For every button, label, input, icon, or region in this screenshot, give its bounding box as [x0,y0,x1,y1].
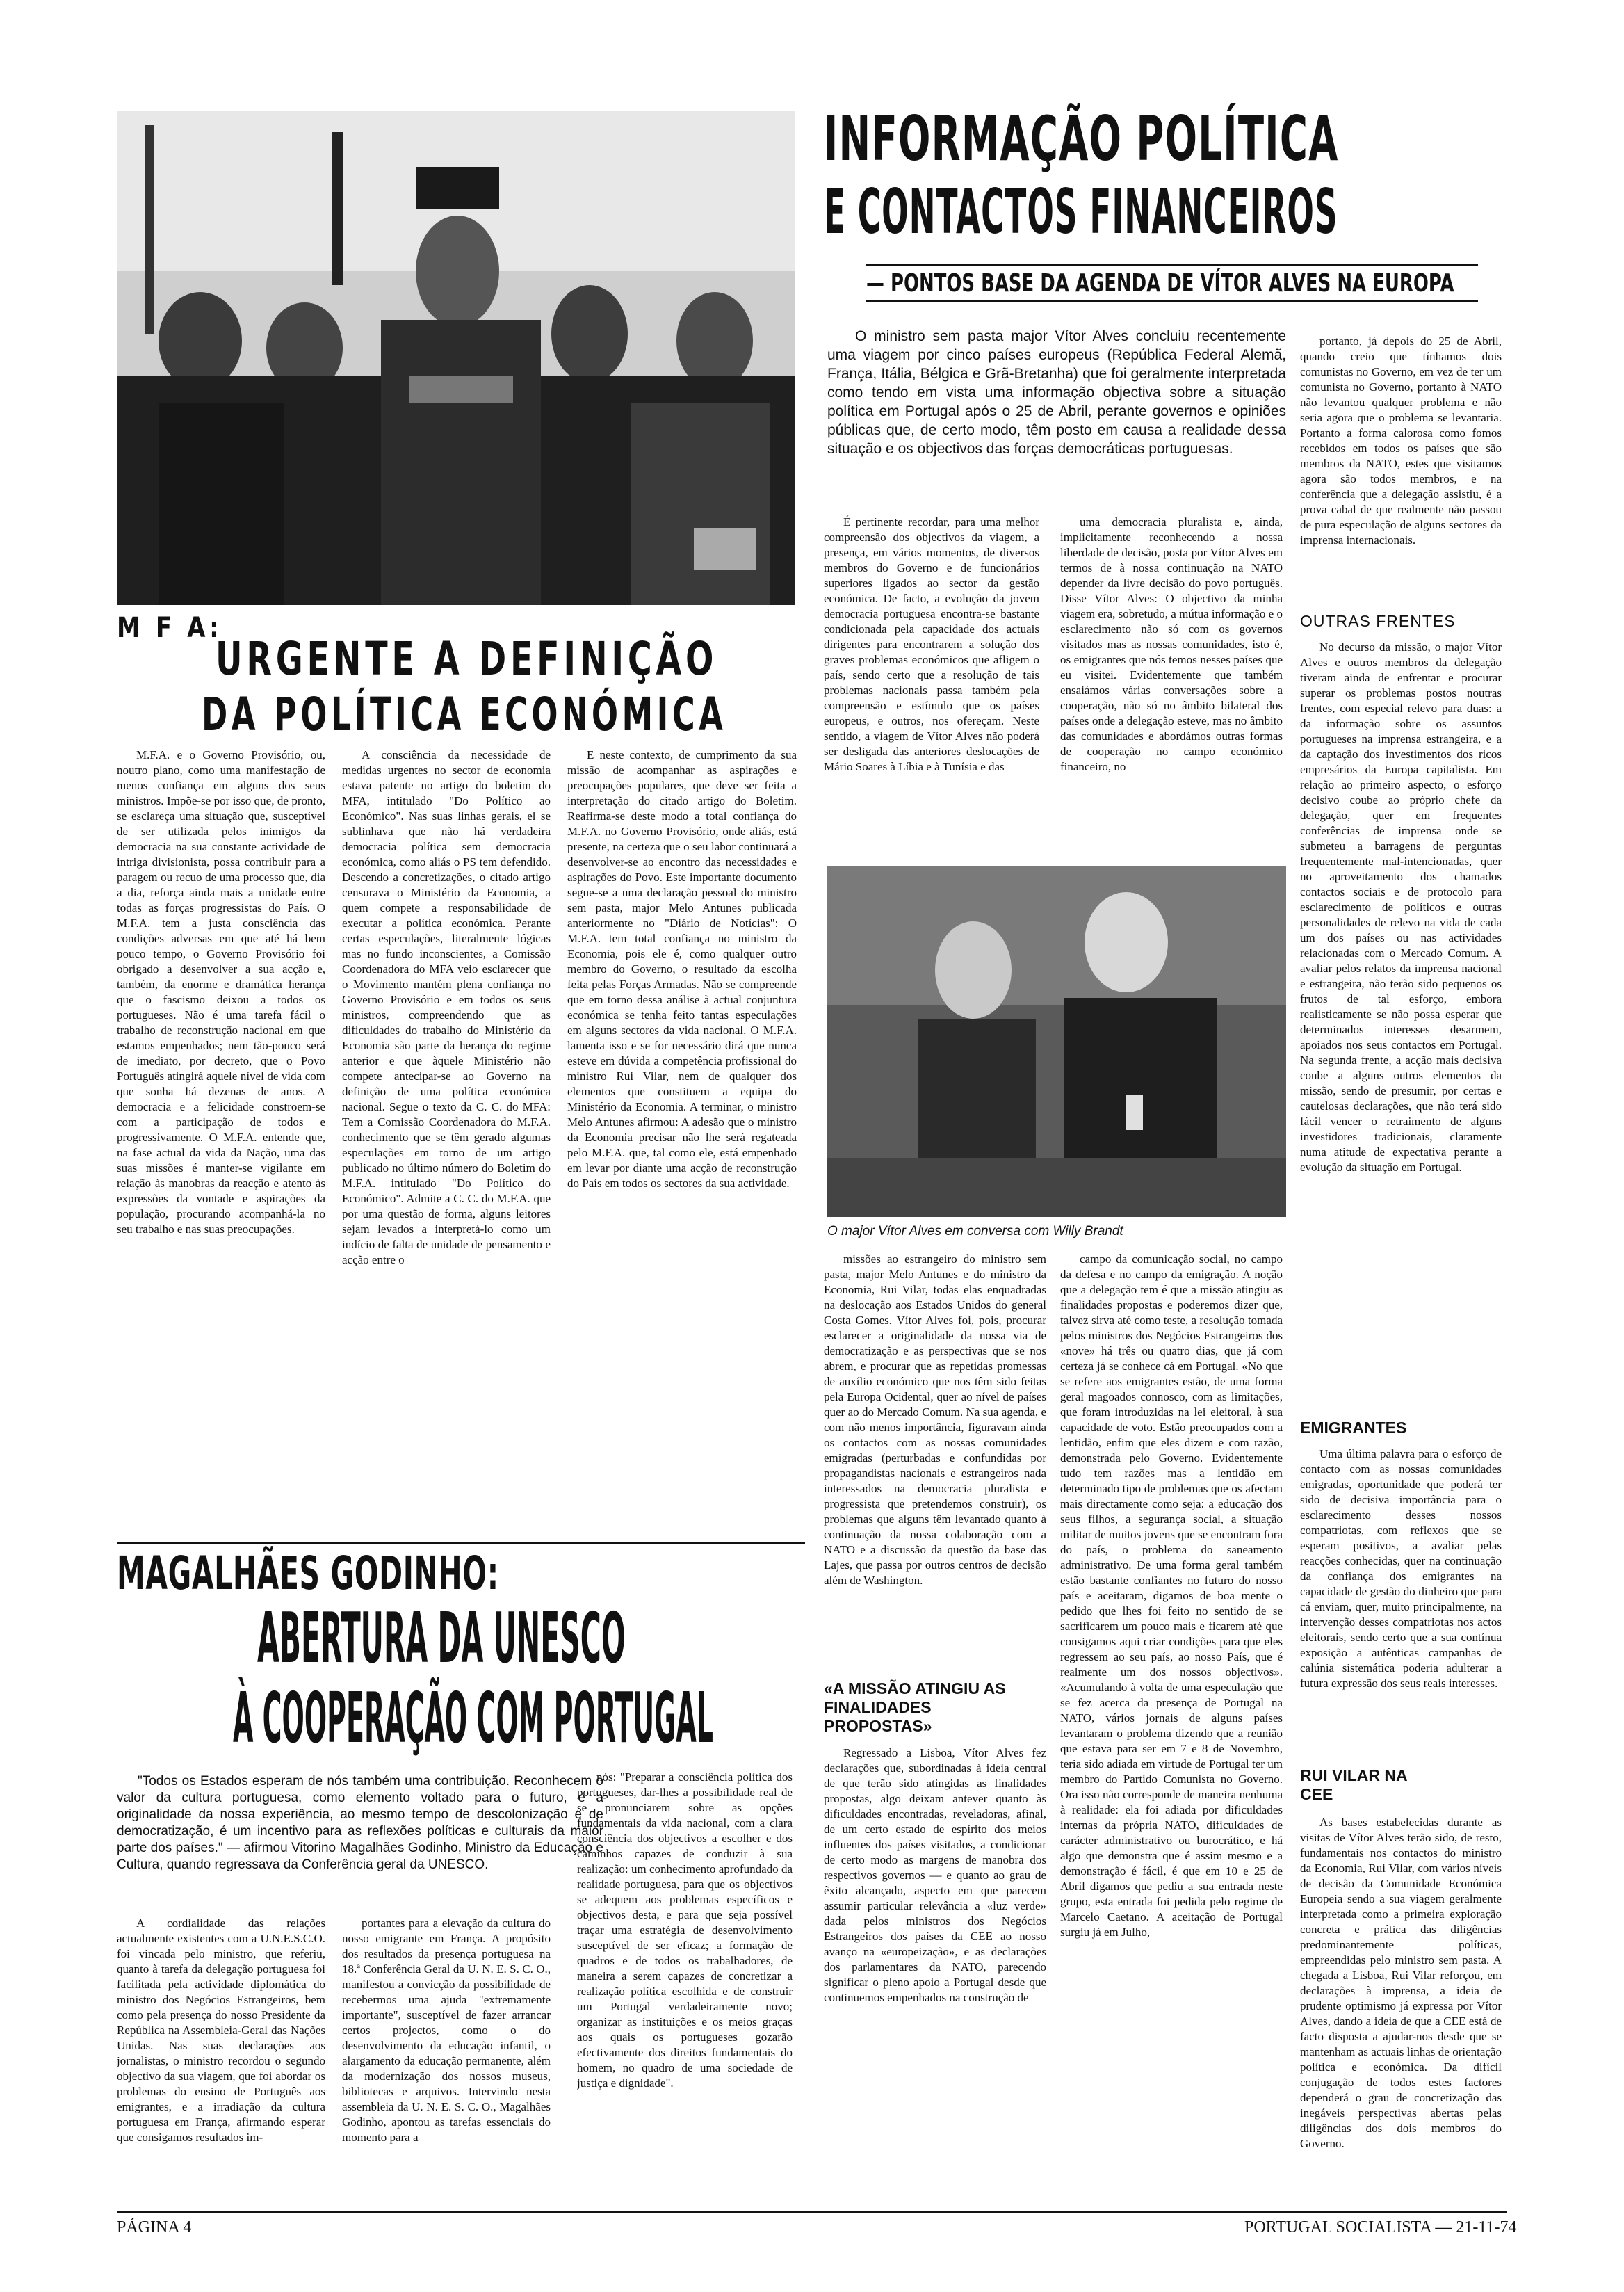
mfa-title-line2: DA POLÍTICA ECONÓMICA [202,688,727,741]
mfa-column-3 [567,748,797,1540]
column-a-text: É pertinente recordar, para uma melhor compreensão dos objectivos da viagem, a presença, em vários momentos, de diversos membros do Governo e de funcionários superiores ligados ao sector da gestão económica. De facto, a evolução da jovem democracia portuguesa encontra-se bastante condicionada pela capacidade dos actuais dirigentes para encontrarem a solução dos graves problemas económicos que afligem o país, sendo certo que a resolução de tais problemas nacionais passa também pela compreensão e estímulo que os países europeus, e outros, nos ofereçam. Neste sentido, a viagem de Vítor Alves não poderá ser desligada das anteriores deslocações de Mário Soares à Líbia e à Tunísia e das [824,515,1039,773]
photo-caption: O major Vítor Alves em conversa com Willy Brandt [827,1224,1123,1238]
godinho-column-1 [117,1916,325,2201]
photo-soldiers [117,111,795,605]
godinho-title-line2: À COOPERAÇÃO COM PORTUGAL [233,1677,713,1759]
mfa-column-2 [342,748,551,1540]
godinho-column-1-text: A cordialidade das relações actualmente existentes com a U.N.E.S.C.O. foi vincada pelo ministro, que referiu, quanto à tarefa da delegação portuguesa foi facilitada pela actividade diplomática do ministro dos Negócios Estrangeiros, bem como pela presença do nosso Presidente da República na Assembleia-Geral das Nações Unidas. Nas suas declarações aos jornalistas, o ministro recordou o segundo objectivo da sua viagem, que foi abordar os problemas do ensino de Português aos emigrantes, e a irradiação da cultura portuguesa em França, afirmando esperar que consigamos resultados im- [117,1916,325,2144]
godinho-column-2 [342,1916,551,2201]
emigrantes-text: Uma última palavra para o esforço de contacto com as nossas comunidades emigradas, oportunidade que poderá ter sido de decisiva importância para o esclarecimento desses nossos compatriotas, com reflexos que se esperam positivos, a avaliar pelas reacções conhecidas, quer na continuação da confiança dos emigrantes na capacidade de gestão do dinheiro que para cá enviam, quer, muito principalmente, na intervenção desses compatriotas nos actos eleitorais, sendo certo que a sua contínua exposição a autênticas campanhas de calúnia sistemática poderia adulterar a futura expressão dos seus reais interesses. [1300,1447,1502,1690]
footer-rule [117,2211,1507,2213]
rui-vilar-text: As bases estabelecidas durante as visitas de Vítor Alves terão sido, de resto, fundamentais nos contactos do ministro da Economia, Rui Vilar, com vários níveis de decisão da Comunidade Económica Europeia sendo a sua viagem geralmente interpretada como a primeira exploração concreta e prática das diligências predominantemente políticas, empreendidas pelo ministro sem pasta. A chegada a Lisboa, Rui Vilar reforçou, em declarações à imprensa, a ideia de prudente optimismo já expressa por Vítor Alves, dando a ideia de que a CEE está de facto disposta a ajudar-nos desde que se mantenham as actuais linhas de orientação política e económica. Da difícil conjugação de todos estes factores dependerá o grau de concretização das inegáveis perspectivas abertas pelas diligências dos dois membros do Governo. [1300,1816,1502,2150]
main-subtitle: — PONTOS BASE DA AGENDA DE VÍTOR ALVES NA EUROPA [866,269,1454,298]
article-column-e [1060,1252,1283,2204]
godinho-kicker: MAGALHÃES GODINHO: [117,1547,499,1600]
subhead-missao: «A MISSÃO ATINGIU AS FINALIDADES PROPOSTAS» [824,1679,1006,1735]
article-column-b [1060,515,1283,862]
footer-paper-name: PORTUGAL SOCIALISTA — 21-11-74 [1244,2218,1517,2236]
godinho-lead-text: "Todos os Estados esperam de nós também uma contribuição. Reconhecem o valor da cultura portuguesa, como elemento voltado para o futuro, e a originalidade da nossa experiência, ao mesmo tempo de descolonização e de democratização, é um incentivo para as reflexões políticas e culturais da maior parte dos países." — afirmou Vitorino Magalhães Godinho, Ministro da Educação e Cultura, quando regressava da Conferência geral da UNESCO. [117,1774,603,1872]
subhead-outras-frentes: OUTRAS FRENTES [1300,612,1456,630]
mfa-column-3-text: E neste contexto, de cumprimento da sua missão de acompanhar as aspirações e preocupações populares, que deve ser feita a interpretação do citado artigo do Boletim. Reafirma-se deste modo a total confiança do M.F.A. no Governo Provisório, onde aliás, está presente, na certeza que o seu labor continuará a desenvolver-se ao encontro das necessidades e aspirações do Povo. Este importante documento segue-se a uma declaração pessoal do ministro sem pasta, major Melo Antunes publicada anteriormente no "Diário de Notícias": O M.F.A. tem total confiança no ministro da Economia, pois ele é, como qualquer outro membro do Governo, o resultado da escolha feita pelas Forças Armadas. Não se compreende que em torno dessa análise à actual conjuntura económica se tenha feito tantas especulações em alguns sectores da vida nacional. O M.F.A. lamenta isso e se for necessário dirá que nunca esteve em dúvida a competência profissional do ministro Rui Vilar, nem de qualquer dos elementos que constituem a equipa do Ministério da Economia. A terminar, o ministro Melo Antunes afirmou: A adesão que o ministro da Economia precisar não lhe será regateada pelo M.F.A. que, tal como ele, está empenhado em levar por diante uma acção de reconstrução do País em todos os sectores da sua actividade. [567,748,797,1190]
godinho-title-line1: ABERTURA DA UNESCO [257,1597,626,1679]
subtitle-rule [866,300,1478,302]
article-rui-vilar [1300,1815,1502,2204]
godinho-column-2-text: portantes para a elevação da cultura do nosso emigrante em França. A propósito dos resultados da presença portuguesa na 18.ª Conferência Geral da U. N. E. S. C. O., manifestou a convicção da possibilidade de recebermos uma ajuda "extremamente importante", susceptível de fazer arrancar certos projectos, como o do desenvolvimento da educação infantil, o alargamento da educação permanente, além da modernização dos nossos museus, bibliotecas e arquivos. Intervindo nesta assembleia da U. N. E. S. C. O., Magalhães Godinho, apontou as tarefas essenciais do momento para a [342,1916,551,2144]
mfa-column-2-text: A consciência da necessidade de medidas urgentes no sector de economia estava patente no artigo do boletim do MFA, intitulado "Do Político ao Económico". Nas suas linhas gerais, el se sublinhava que não há verdadeira democracia política sem democracia económica, como aliás o PS tem defendido. Descendo a concretizações, o citado artigo censurava o Ministério da Economia, a quem compete a responsabilidade de executar a política económica. Perante certas especulações, literalmente lógicas mas no fundo inconscientes, a Comissão Coordenadora do MFA veio esclarecer que o Movimento mantém plena confiança no Governo Provisório e em todos os seus ministros, compreendendo que as dificuldades do trabalho do Ministério da Economia são parte da herança do regime anterior e que àquele Ministério não compete antecipar-se ao Governo na definição de uma política económica nacional. Segue o texto da C. C. do MFA: Tem a Comissão Coordenadora do M.F.A. conhecimento que se têm gerado algumas especulações em torno de um artigo publicado no último número do Boletim do M.F.A. intitulado "Do Político do Económico". Admite a C. C. do M.F.A. que por uma questão de forma, alguns leitores sejam levados a interpretá-lo como um indício de falta de unidade de pensamento e acção entre o [342,748,551,1266]
footer-page-number: PÁGINA 4 [117,2218,192,2236]
article-outras-frentes [1300,640,1502,1405]
article-missao [824,1745,1046,2204]
column-c-text: portanto, já depois do 25 de Abril, quando creio que tínhamos dois comunistas no Governo, em vez de ter um comunista no Governo, portanto à NATO não levantou qualquer problema e não seria agora que o problema se levantaria. Portanto a forma calorosa como fomos recebidos em todos os países que são membros da NATO, estes que visitamos agora são todos membros, e na conferência que a delegação assistiu, é a prova cabal de que realmente não passou de pura especulação de alguns sectores da imprensa internacionais. [1300,334,1502,547]
column-e-text: campo da comunicação social, no campo da defesa e no campo da emigração. A noção que a delegação tem é que a missão atingiu as finalidades propostas e poderemos dizer que, talvez sirva até como teste, a resolução tomada pelos ministros dos Negócios Estrangeiros dos «nove» há três ou quatro dias, que já com certeza já se conhece cá em Portugal. «No que se refere aos emigrantes estão, de uma forma geral magoados connosco, com as limitações, que foram introduzidas na lei eleitoral, à sua capacidade de voto. Estão preocupados com a lentidão, enfim que eles dizem e com razão, demonstrada pelo Governo. Evidentemente tudo tem razões mas a lentidão em determinado tipo de problemas que os afectam mais directamente como seja: a educação dos seus filhos, a segurança social, a situação militar de muitos jovens que se encontram fora do país, o problema do saneamento administrativo. De uma forma geral também estão bastante confiantes no futuro do nosso país e aceitaram, digamos de boa mente o pedido que lhes foi feito no sentido de se sacrificarem um pouco mais e ficarem até que consigamos aqui criar condições para que eles regressem ao seu país, ao nosso País, que é realmente um dos nossos objectivos». «Acumulando à volta de uma especulação que se fez acerca da presença de Portugal na NATO, vários jornais de alguns países levantaram o problema dizendo que a reunião que estava para ser em 7 e 8 de Novembro, teria sido adiada em virtude de Portugal ter um membro do Partido Comunista no Governo. Ora isso não corresponde de maneira nenhuma à realidade: ela foi adiada por dificuldades internas da própria NATO, dificuldades de carácter administrativo ou burocrático, e há algo que demonstra que é assim mesmo e a demonstração é fácil, é que em 10 e 25 de Abril digamos que pediu a sua entrada neste grupo, esta entrada foi pedida pelo regime de Marcelo Caetano. A aceitação de Portugal surgiu já em Julho, [1060,1252,1283,1939]
article-column-c [1300,334,1502,612]
column-d-text: missões ao estrangeiro do ministro sem pasta, major Melo Antunes e do ministro da Economia, Rui Vilar, todas elas enquadradas na deslocação aos Estados Unidos do general Costa Gomes. Vítor Alves foi, pois, procurar esclarecer a originalidade da nossa via de democratização e as perspectivas que se nos abrem, e procurar que as repetidas promessas de auxílio económico que nos têm sido feitas pela Europa Ocidental, quer ao nível de países quer ao do Mercado Comum. Na sua agenda, e com não menos importância, figuravam ainda os contactos com as nossas comunidades emigradas (perturbadas e confundidas por propagandistas nacionais e estrangeiros nada interessados na democracia pluralista e progressista que pretendemos construir), os problemas que alguns têm levantado quanto à continuação da nossa colaboração com a NATO e a discussão da questão da base das Lajes, que passa por outros centros de decisão além de Washington. [824,1252,1046,1587]
photo-alves-brandt [827,866,1286,1217]
column-b-text: uma democracia pluralista e, ainda, implicitamente reconhecendo a nossa liberdade de decisão, posta por Vítor Alves em termos de à nossa continuação na NATO depender da livre decisão do povo português. Disse Vítor Alves: O objectivo da minha viagem era, sobretudo, a mútua informação e o esclarecimento não só com os governos visitados mas as nossas comunidades, isto é, os emigrantes que nós temos nesses países que eu visitei. Evidentemente que também ensaiámos várias conversações sobre a cooperação, não só no âmbito bilateral dos países onde a delegação esteve, mas no âmbito das comunidades e abordámos outras formas de cooperação no campo económico financeiro, no [1060,515,1283,773]
subhead-emigrantes: EMIGRANTES [1300,1419,1407,1437]
godinho-column-3-text: nós: "Preparar a consciência política dos portugueses, dar-lhes a possibilidade real de se pronunciarem sobre as opções fundamentais da vida nacional, com a clara consciência dos objectivos a escolher e dos caminhos capazes de conduzir à sua realização: um conhecimento aprofundado da realidade portuguesa, para que os objectivos se adequem aos problemas específicos e objectivos desta, e para que seja possível traçar uma estratégia de desenvolvimento susceptível de ser eficaz; a formação de quadros e de todos os trabalhadores, de maneira a serem capazes de concretizar a realização política escolhida e de construir um Portugal verdadeiramente novo; organizar as instituições e os meios graças aos quais os portugueses gozarão efectivamente dos direitos fundamentais do homem, no quadro de uma sociedade de justiça e dignidade". [577,1770,793,2090]
godinho-column-3 [577,1770,793,2201]
main-headline-line2: E CONTACTOS FINANCEIROS [824,176,1338,248]
article-column-a [824,515,1039,862]
mfa-column-1-text: M.F.A. e o Governo Provisório, ou, noutro plano, como uma manifestação de menos confiança em alguns dos seus ministros. Impõe-se por isso que, de pronto, se esclareça uma situação que, susceptível de ser utilizada pelos inimigos da democracia na sua constante actividade de intriga divisionista, possa contribuir para a paragem ou recuo de uma processo que, dia a dia, reforça ainda mais a unidade entre todas as forças progressistas do País. O M.F.A. tem a justa consciência das condições adversas em que até há bem pouco tempo, o Governo Provisório foi obrigado a desenvolver a sua acção e, também, da enorme e dramática herança que o fascismo deixou a todos os portugueses. Não é uma tarefa fácil o trabalho de reconstrução nacional em que estamos empenhados; nem tão-pouco será de imediato, por decreto, que o Povo Português atingirá aquele nível de vida com que sonha há dezenas de anos. A democracia e a felicidade constroem-se com a participação de todos e progressivamente. O M.F.A. entende que, na fase actual da vida da Nação, uma das suas missões é manter-se vigilante em relação às manobras da reacção e atento às expressões da vontade e aspirações da população, procurando acompanhá-la no seu trabalho e nas suas preocupações. [117,748,325,1236]
missao-text: Regressado a Lisboa, Vítor Alves fez declarações que, subordinadas à ideia central de que terão sido atingidas as finalidades propostas, algo deixam antever quanto às dificuldades encontradas, reveladoras, afinal, de um certo estado de espírito dos meios influentes dos países visitados, a condicionar de certo modo as margens de manobra dos respectivos governos — e quanto ao grau de êxito alcançado, aspecto em que parecem assumir particular relevância a «luz verde» dada pelos ministros dos Negócios Estrangeiros dos países da CEE ao nosso avanço na «europeização», e as declarações dos parlamentares da NATO, parecendo significar o pleno apoio a Portugal desde que continuemos empenhados na construção de [824,1746,1046,2004]
main-headline-line1: INFORMAÇÃO POLÍTICA [824,103,1339,175]
section-rule [117,1542,805,1544]
mfa-title-line1: URGENTE A DEFINIÇÃO [216,632,718,686]
mfa-kicker: M F A: [117,612,222,644]
godinho-lead [117,1773,603,1905]
mfa-column-1 [117,748,325,1540]
subhead-rui-vilar: RUI VILAR NA CEE [1300,1766,1407,1803]
outras-frentes-text: No decurso da missão, o major Vítor Alves e outros membros da delegação tiveram ainda de enfrentar e procurar superar os problemas postos noutras frentes, com especial relevo para duas: a da informação sobre os assuntos portugueses na imprensa estrangeira, e a da captação dos investimentos dos ricos empresários da Europa capitalista. Em relação ao primeiro aspecto, o esforço decisivo coube ao próprio chefe da delegação, quer em frequentes conferências de imprensa onde se submeteu a barragens de perguntas frequentemente mal-intencionadas, quer no aproveitamento dos chamados contactos sociais e de protocolo para esclarecimento de políticos e outras personalidades de relevo na vida de cada um dos países ou nas actividades relacionadas com o Mercado Comum. A avaliar pelos relatos da imprensa nacional e estrangeira, não terão sido pequenos os frutos de tal esforço, embora realisticamente se não possa esperar que determinados interesses desarmem, apoiados nos seus contactos em Portugal. Na segunda frente, a acção mais decisiva coube a alguns outros elementos da missão, sendo de presumir, por certas e cautelosas declarações, que não terá sido fácil vencer o retraimento de alguns investidores tradicionais, claramente numa atitude de expectativa perante a evolução da situação em Portugal. [1300,640,1502,1174]
lead-text: O ministro sem pasta major Vítor Alves concluiu recentemente uma viagem por cinco países europeus (República Federal Alemã, França, Itália, Bélgica e Grã-Bretanha) que foi geralmente interpretada como tendo em vista uma informação objectiva sobre a situação política em Portugal após o 25 de Abril, perante governos e opiniões públicas que, de certo modo, têm posto em causa a realidade dessa situação e os objectivos das forças democráticas portuguesas. [827,328,1286,457]
lead-paragraph [827,327,1286,494]
article-column-d [824,1252,1046,1655]
article-emigrantes [1300,1446,1502,1752]
headline-rule [866,264,1478,266]
